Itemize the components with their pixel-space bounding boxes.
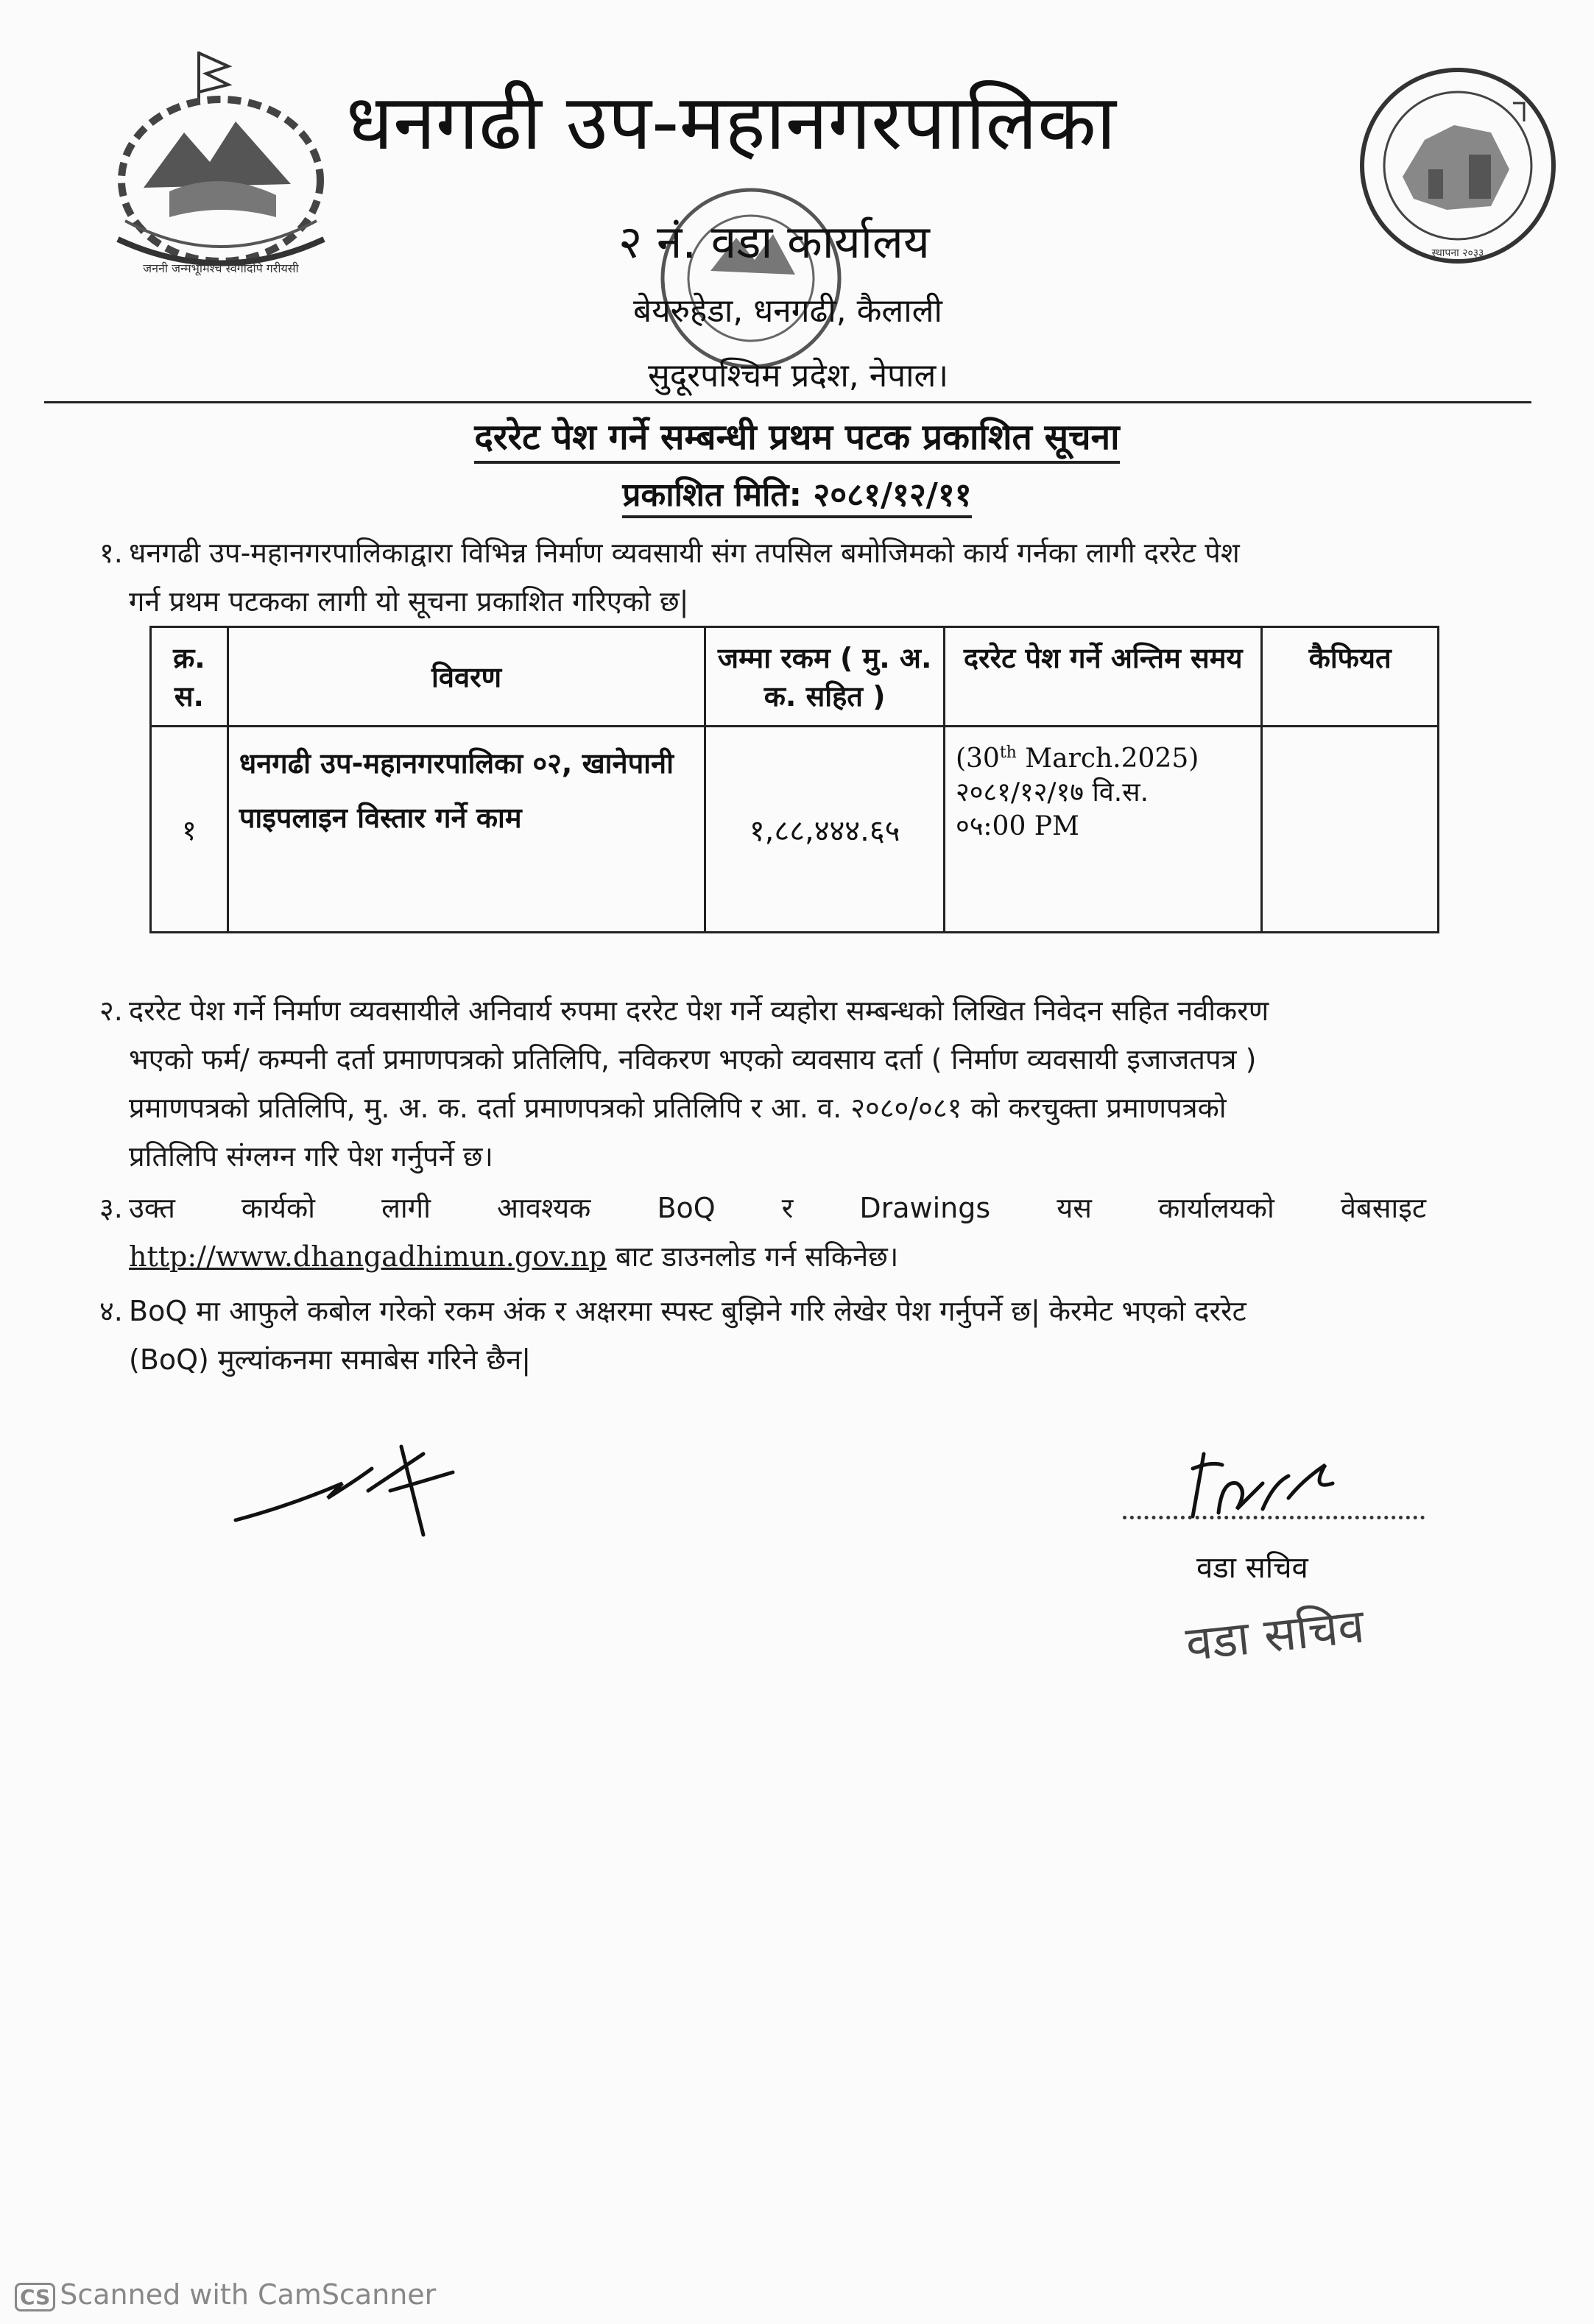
table-header-row <box>151 627 1439 727</box>
paragraph-2: २. दररेट पेश गर्ने निर्माण व्यवसायीले अनिवार्य रुपमा दररेट पेश गर्ने व्यहोरा सम्बन्धको लिखित निवेदन सहित नवीकरण भएको फर्म/ कम्पनी दर्ता प्रमाणपत्रको प्रतिलिपि, नविकरण भएको व्यवसाय दर्ता ( निर्माण व्यवसायी इजाजतपत्र ) प्रमाणपत्रको प्रतिलिपि, मु. अ. क. दर्ता प्रमाणपत्रको प्रतिलिपि र आ. व. २०८०/०८१ को करचुक्ता प्रमाणपत्रको प्रतिलिपि संग्लग्न गरि पेश गर्नुपर्ने छ। <box>99 995 1269 1173</box>
ward-secretary-stamp: वडा सचिव <box>1183 1599 1367 1673</box>
ward-office-label: २ नं. वडा कार्यालय <box>618 215 930 269</box>
camscanner-icon: CS <box>15 2283 55 2311</box>
cell-remarks <box>1262 727 1439 933</box>
ward-secretary-signature <box>1178 1439 1347 1520</box>
signature-line <box>1123 1513 1425 1519</box>
cell-sn: १ <box>151 727 228 933</box>
header-amount: जम्मा रकम ( मु. अ. क. सहित ) <box>705 627 945 727</box>
publication-date: प्रकाशित मिति: २०८१/१२/११ <box>0 471 1594 515</box>
nepal-emblem <box>88 52 353 294</box>
cell-description: धनगढी उप-महानगरपालिका ०२, खानेपानी पाइपलाइन विस्तार गर्ने काम <box>228 727 705 933</box>
municipality-title: धनगढी उप-महानगरपालिका <box>346 77 1116 167</box>
header-description: विवरण <box>228 627 705 727</box>
camscanner-watermark: CS Scanned with CamScanner <box>15 2278 436 2311</box>
ward-secretary-label: वडा सचिव <box>1196 1551 1308 1585</box>
table-row <box>151 727 1439 933</box>
paragraph-4: ४. BoQ मा आफुले कबोल गरेको रकम अंक र अक्षरमा स्पस्ट बुझिने गरि लेखेर पेश गर्नुपर्ने छ| केरमेट भएको दररेट (BoQ) मुल्यांकनमा समाबेस गरिने छैन| <box>99 1295 1246 1376</box>
svg-text:जननी जन्मभूमिश्च स्वर्गादपि गर: जननी जन्मभूमिश्च स्वर्गादपि गरीयसी <box>143 261 299 275</box>
header-remarks: कैफियत <box>1262 627 1439 727</box>
website-link[interactable]: http://www.dhangadhimun.gov.np <box>129 1240 607 1273</box>
header-divider <box>44 401 1531 403</box>
address-line-2: सुदूरपश्चिम प्रदेश, नेपाल। <box>648 357 949 395</box>
paragraph-3: ३. उक्त कार्यको लागी आवश्यक BoQ र Drawings यस कार्यालयको वेबसाइट http://www.dhangadhimun.gov.np बाट डाउनलोड गर्न सकिनेछ। <box>99 1192 1427 1273</box>
cell-amount: १,८८,४४४.६५ <box>705 727 945 933</box>
paragraph-1: १. धनगढी उप-महानगरपालिकाद्वारा विभिन्न निर्माण व्यवसायी संग तपसिल बमोजिमको कार्य गर्नका लागी दररेट पेश गर्न प्रथम पटकका लागी यो सूचना प्रकाशित गरिएको छ| <box>99 537 1240 618</box>
cell-deadline: (30th March.2025) २०८१/१२/१७ वि.स. ०५:00 PM <box>944 727 1261 933</box>
works-table <box>149 626 1439 933</box>
municipality-emblem <box>1358 59 1557 272</box>
left-signature <box>232 1439 482 1542</box>
svg-text:स्थापना २०३३: स्थापना २०३३ <box>1431 247 1484 259</box>
notice-title: दररेट पेश गर्ने सम्बन्धी प्रथम पटक प्रकाशित सूचना <box>0 412 1594 460</box>
header-sn: क्र. स. <box>151 627 228 727</box>
header-deadline: दररेट पेश गर्ने अन्तिम समय <box>944 627 1261 727</box>
address-line-1: बेयरुहेडा, धनगढी, कैलाली <box>633 292 942 330</box>
